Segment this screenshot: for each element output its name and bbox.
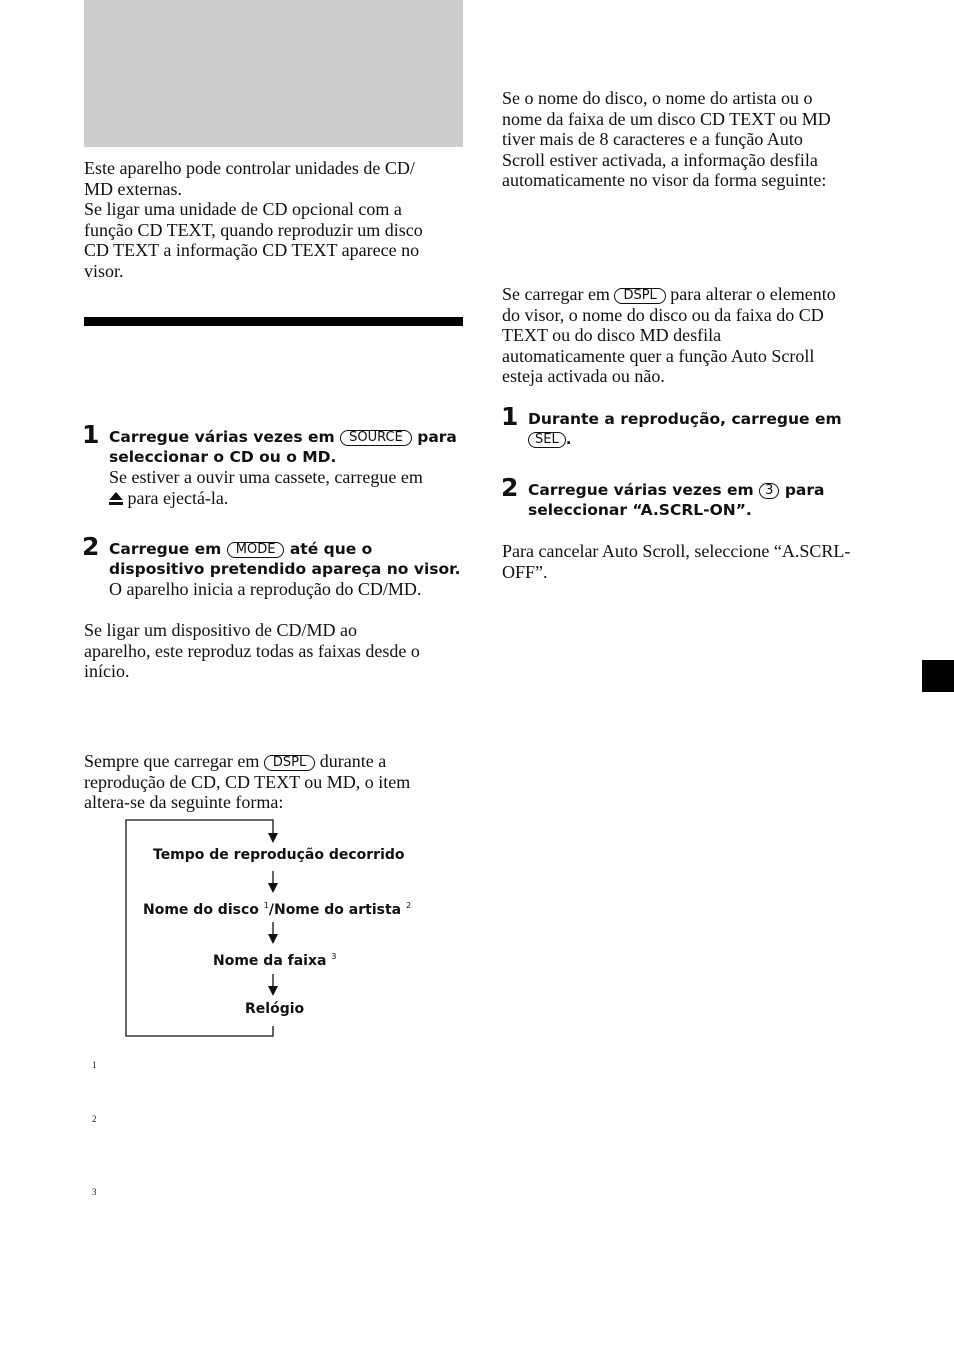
- footnote-3: 3: [92, 1187, 97, 1197]
- step-1-note: Se estiver a ouvir uma cassete, carregue em para ejectá-la.: [109, 467, 423, 508]
- sel-key: SEL: [528, 432, 566, 448]
- flow-elapsed-time: Tempo de reprodução decorrido: [153, 847, 405, 863]
- flow-clock: Relógio: [245, 1001, 305, 1017]
- flow-disc-artist-name: Nome do disco $^1$/Nome do artista $^2$: [143, 901, 412, 918]
- flow-track-name: Nome da faixa $^3$: [213, 952, 337, 969]
- step-2-block: Carregue em MODE até que o dispositivo pretendido apareça no visor. O aparelho inicia a reprodução do CD/MD.: [109, 539, 469, 600]
- step-2-instruction: Carregue em MODE até que o: [109, 540, 373, 558]
- right-step-2-block: Carregue várias vezes em 3 para seleccionar “A.SCRL-ON”.: [528, 481, 825, 519]
- side-tab: [922, 660, 954, 692]
- right-step-number-1: 1: [501, 402, 519, 431]
- dspl-key: DSPL: [264, 755, 315, 771]
- cancel-paragraph: Para cancelar Auto Scroll, seleccione “A.SCRL- OFF”.: [502, 541, 851, 582]
- right-step-1-block: Durante a reprodução, carregue em SEL .: [528, 410, 842, 448]
- step-1-instruction: Carregue várias vezes em SOURCE para: [109, 428, 457, 446]
- step-number-1: 1: [82, 420, 100, 449]
- step-1-block: Carregue várias vezes em SOURCE para seleccionar o CD ou o MD. Se estiver a ouvir uma cassete, carregue em para ejectá-la.: [109, 427, 469, 508]
- footnote-1: 1: [92, 1060, 97, 1070]
- dspl-scroll-paragraph: Se carregar em DSPL para alterar o elemento do visor, o nome do disco ou da faixa do CD TEXT ou do disco MD desfila automaticamente quer a função Auto Scroll esteja activada ou não.: [502, 284, 836, 386]
- step-2-note: O aparelho inicia a reprodução do CD/MD.: [109, 579, 422, 599]
- connect-paragraph: Se ligar um dispositivo de CD/MD ao aparelho, este reproduz todas as faixas desde o início.: [84, 620, 420, 681]
- mode-key: MODE: [227, 542, 285, 558]
- dspl-paragraph: Sempre que carregar em DSPL durante a reprodução de CD, CD TEXT ou MD, o item altera-se da seguinte forma:: [84, 751, 411, 812]
- header-box: [84, 0, 463, 147]
- intro-paragraph: Este aparelho pode controlar unidades de CD/ MD externas. Se ligar uma unidade de CD opcional com a função CD TEXT, quando reproduzir um disco CD TEXT a informação CD TEXT aparece no visor.: [84, 158, 423, 281]
- right-step-number-2: 2: [501, 473, 519, 502]
- source-key: SOURCE: [340, 430, 412, 446]
- dspl-key-right: DSPL: [614, 288, 665, 304]
- eject-icon: [109, 492, 123, 505]
- auto-scroll-paragraph: Se o nome do disco, o nome do artista ou o nome da faixa de um disco CD TEXT ou MD tiver mais de 8 caracteres e a função Auto Scroll estiver activada, a informação desfila automaticamente no visor da forma seguinte:: [502, 88, 831, 190]
- number-3-key: 3: [759, 483, 779, 499]
- section-rule: [84, 317, 463, 326]
- step-number-2: 2: [82, 532, 100, 561]
- footnote-2: 2: [92, 1114, 97, 1124]
